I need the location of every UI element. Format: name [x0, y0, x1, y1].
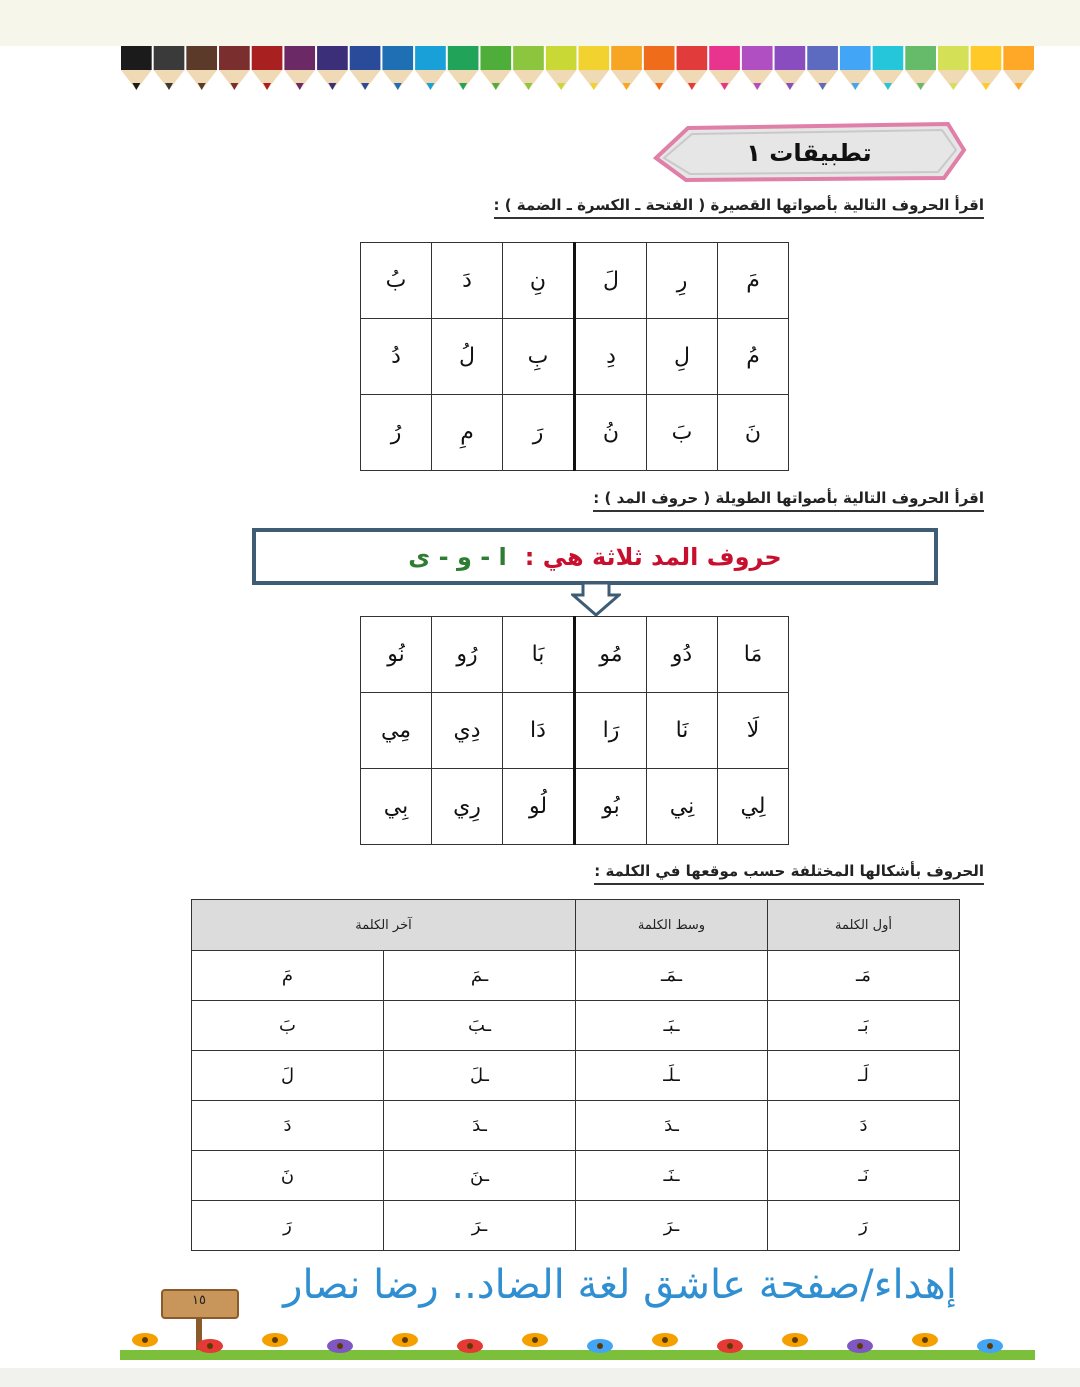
pencil-body	[546, 46, 577, 70]
pencil-body	[905, 46, 936, 70]
flower-center	[532, 1337, 538, 1343]
table-row	[192, 1151, 960, 1201]
flower-center	[337, 1343, 343, 1349]
letter-cell: رِ	[647, 243, 718, 319]
flower-center	[922, 1337, 928, 1343]
table-row	[192, 1001, 960, 1051]
callout-letters: ا - و - ى	[408, 543, 507, 571]
pencil-body	[644, 46, 675, 70]
letter-form-cell: رَ	[768, 1201, 960, 1251]
instruction-short-vowels: اقرأ الحروف التالية بأصواتها القصيرة ( الفتحة ـ الكسرة ـ الضمة ) :	[494, 196, 985, 219]
long-vowels-row	[361, 693, 789, 769]
flowers-grass-border	[120, 1318, 1035, 1364]
dedication-text: إهداء/صفحة عاشق لغة الضاد.. رضا نصار	[283, 1262, 957, 1308]
pencil-body	[1003, 46, 1034, 70]
flower-center	[467, 1343, 473, 1349]
flower-center	[402, 1337, 408, 1343]
letter-cell: مِ	[432, 395, 503, 471]
long-vowels-grid	[360, 616, 789, 845]
letter-cell: مَ	[718, 243, 789, 319]
pencil-body	[709, 46, 740, 70]
pencil-body	[938, 46, 969, 70]
letter-cell: رُو	[432, 617, 503, 693]
pencil-body	[873, 46, 904, 70]
letter-cell: نَا	[647, 693, 718, 769]
letter-form-cell: مَ	[192, 951, 384, 1001]
bottom-band	[0, 1368, 1080, 1387]
letter-cell: دُ	[361, 319, 432, 395]
pencil-lead	[655, 83, 663, 90]
flower-center	[987, 1343, 993, 1349]
pencil-lead	[688, 83, 696, 90]
pencil-body	[382, 46, 413, 70]
flower-center	[792, 1337, 798, 1343]
pencil-lead	[198, 83, 206, 90]
table-row	[192, 951, 960, 1001]
letter-form-cell: لَ	[192, 1051, 384, 1101]
pencil-body	[448, 46, 479, 70]
pencil-body	[252, 46, 283, 70]
pencil-body	[807, 46, 838, 70]
letter-form-cell: بَ	[192, 1001, 384, 1051]
letter-cell: لُو	[503, 769, 575, 845]
pencil-lead	[917, 83, 925, 90]
long-vowels-row	[361, 769, 789, 845]
letter-cell: لِ	[647, 319, 718, 395]
pencil-body	[579, 46, 610, 70]
letter-cell: رُ	[361, 395, 432, 471]
short-vowels-row	[361, 319, 789, 395]
letter-cell: بَا	[503, 617, 575, 693]
pencil-lead	[721, 83, 729, 90]
pencil-lead	[753, 83, 761, 90]
pencil-body	[611, 46, 642, 70]
short-vowels-row	[361, 243, 789, 319]
pencil-body	[677, 46, 708, 70]
letter-form-cell: ـدَ	[576, 1101, 768, 1151]
letter-form-cell: نَـ	[768, 1151, 960, 1201]
letter-form-cell: ـلَـ	[576, 1051, 768, 1101]
letter-cell: بُ	[361, 243, 432, 319]
letter-cell: لِي	[718, 769, 789, 845]
pencil-lead	[982, 83, 990, 90]
letter-cell: دِ	[575, 319, 647, 395]
instruction-long-vowels: اقرأ الحروف التالية بأصواتها الطويلة ( حروف المد ) :	[593, 489, 984, 512]
letter-cell: لُ	[432, 319, 503, 395]
letter-form-cell: ـمَ	[384, 951, 576, 1001]
pencil-body	[742, 46, 773, 70]
flower-center	[207, 1343, 213, 1349]
long-vowels-callout	[260, 532, 930, 582]
letter-cell: نُ	[575, 395, 647, 471]
callout-label: حروف المد ثلاثة هي :	[524, 543, 782, 571]
letter-form-cell: مَـ	[768, 951, 960, 1001]
short-vowels-grid	[360, 242, 789, 471]
letter-cell: دِي	[432, 693, 503, 769]
arrow-down-icon	[571, 583, 621, 617]
letter-form-cell: ـمَـ	[576, 951, 768, 1001]
pencil-lead	[328, 83, 336, 90]
letter-cell: بُو	[575, 769, 647, 845]
letter-form-cell: ـنَ	[384, 1151, 576, 1201]
pencil-lead	[590, 83, 598, 90]
page-number: ١٥	[192, 1293, 206, 1308]
flower-center	[727, 1343, 733, 1349]
letter-forms-table	[191, 899, 960, 1251]
header-word-middle: وسط الكلمة	[576, 900, 768, 951]
pencil-lead	[524, 83, 532, 90]
pencil-lead	[492, 83, 500, 90]
pencil-lead	[165, 83, 173, 90]
letter-cell: مُو	[575, 617, 647, 693]
letter-form-cell: ـبَ	[384, 1001, 576, 1051]
table-row	[192, 1201, 960, 1251]
flower-center	[597, 1343, 603, 1349]
pencil-body	[219, 46, 250, 70]
page-title: تطبيقات ١	[746, 139, 872, 167]
letter-form-cell: دَ	[192, 1101, 384, 1151]
pencil-body	[971, 46, 1002, 70]
pencil-lead	[819, 83, 827, 90]
letter-cell: نَ	[718, 395, 789, 471]
long-vowels-row	[361, 617, 789, 693]
letter-form-cell: بَـ	[768, 1001, 960, 1051]
header-word-start: أول الكلمة	[768, 900, 960, 951]
pencil-lead	[459, 83, 467, 90]
pencil-body	[154, 46, 185, 70]
pencil-body	[513, 46, 544, 70]
letter-cell: رَا	[575, 693, 647, 769]
top-band	[0, 0, 1080, 46]
flower-center	[662, 1337, 668, 1343]
letter-form-cell: ـبَـ	[576, 1001, 768, 1051]
letter-form-cell: دَ	[768, 1101, 960, 1151]
pencil-body	[840, 46, 871, 70]
letter-form-cell: ـلَ	[384, 1051, 576, 1101]
letter-cell: دَا	[503, 693, 575, 769]
letter-cell: نُو	[361, 617, 432, 693]
letter-cell: دُو	[647, 617, 718, 693]
letter-cell: بِي	[361, 769, 432, 845]
header-word-end: آخر الكلمة	[192, 900, 576, 951]
pencil-body	[415, 46, 446, 70]
letter-form-cell: ـنَـ	[576, 1151, 768, 1201]
pencil-lead	[1015, 83, 1023, 90]
pencil-body	[317, 46, 348, 70]
pencil-lead	[884, 83, 892, 90]
pencil-body	[350, 46, 381, 70]
letter-cell: مَا	[718, 617, 789, 693]
table-row	[192, 1051, 960, 1101]
pencil-lead	[426, 83, 434, 90]
letter-form-cell: ـرَ	[576, 1201, 768, 1251]
pencil-body	[121, 46, 152, 70]
pencil-body	[480, 46, 511, 70]
flower-center	[272, 1337, 278, 1343]
colored-pencils-border	[120, 46, 1035, 94]
pencil-lead	[623, 83, 631, 90]
short-vowels-row	[361, 395, 789, 471]
pencil-lead	[230, 83, 238, 90]
letter-cell: نِي	[647, 769, 718, 845]
letter-cell: رِي	[432, 769, 503, 845]
pencil-body	[284, 46, 315, 70]
letter-form-cell: ـرَ	[384, 1201, 576, 1251]
flower-center	[857, 1343, 863, 1349]
pencil-lead	[361, 83, 369, 90]
pencil-body	[186, 46, 217, 70]
pencil-body	[775, 46, 806, 70]
pencil-lead	[786, 83, 794, 90]
letter-form-cell: ـدَ	[384, 1101, 576, 1151]
letter-cell: لَ	[575, 243, 647, 319]
letter-cell: بِ	[503, 319, 575, 395]
pencil-lead	[132, 83, 140, 90]
letter-cell: رَ	[503, 395, 575, 471]
letter-cell: بَ	[647, 395, 718, 471]
letter-cell: لَا	[718, 693, 789, 769]
pencil-lead	[557, 83, 565, 90]
pencil-lead	[394, 83, 402, 90]
table-row	[192, 1101, 960, 1151]
pencil-lead	[851, 83, 859, 90]
pencil-lead	[263, 83, 271, 90]
letter-cell: مُ	[718, 319, 789, 395]
letter-cell: مِي	[361, 693, 432, 769]
letter-form-cell: رَ	[192, 1201, 384, 1251]
pencil-lead	[296, 83, 304, 90]
letter-cell: دَ	[432, 243, 503, 319]
instruction-letter-forms: الحروف بأشكالها المختلفة حسب موقعها في الكلمة :	[594, 862, 984, 885]
pencil-lead	[949, 83, 957, 90]
letter-cell: نِ	[503, 243, 575, 319]
letter-form-cell: نَ	[192, 1151, 384, 1201]
grass-strip	[120, 1350, 1035, 1360]
flower-center	[142, 1337, 148, 1343]
letter-form-cell: لَـ	[768, 1051, 960, 1101]
